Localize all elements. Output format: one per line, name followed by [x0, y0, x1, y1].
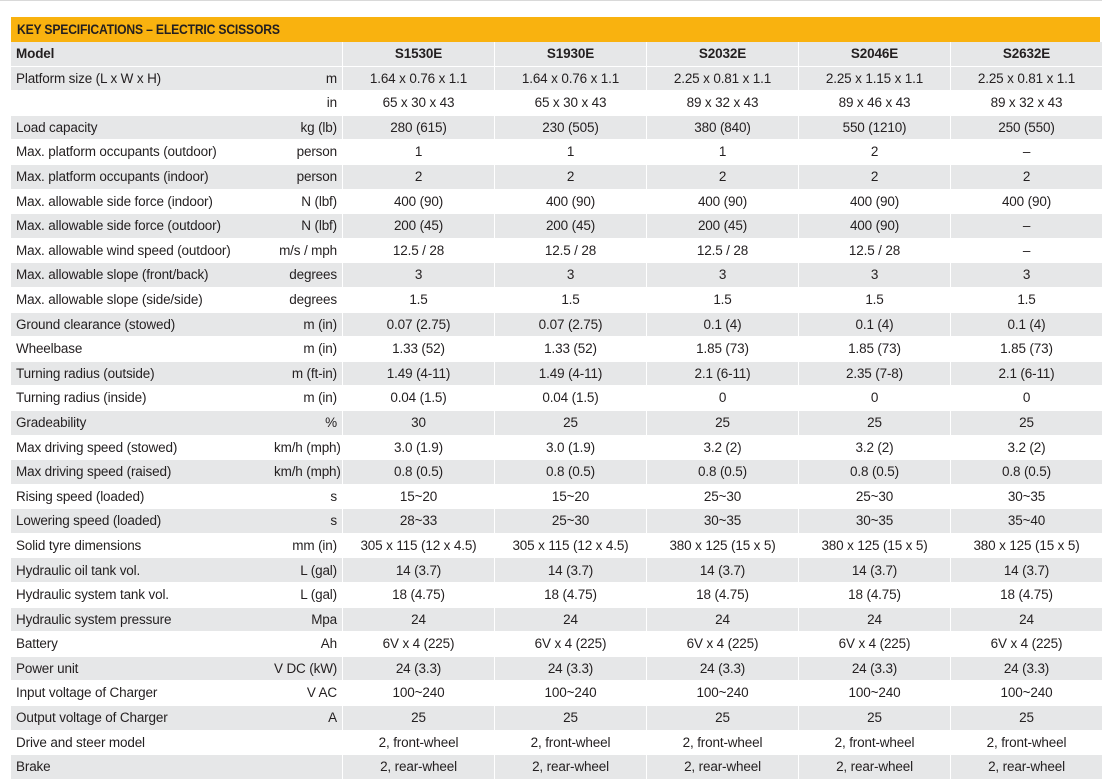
spec-value: 1: [495, 140, 647, 165]
spec-label: Turning radius (inside): [11, 386, 274, 411]
spec-unit: km/h (mph): [274, 435, 343, 460]
table-row: [11, 140, 1102, 165]
spec-label: [11, 91, 274, 116]
table-row: [11, 558, 1102, 583]
spec-value: 1.5: [647, 287, 799, 312]
spec-value: 380 x 125 (15 x 5): [799, 533, 951, 558]
spec-value: 2: [495, 164, 647, 189]
spec-value: 2: [799, 140, 951, 165]
spec-label: Output voltage of Charger: [11, 706, 274, 731]
spec-value: 24: [951, 607, 1102, 632]
table-row: [11, 484, 1102, 509]
spec-value: 14 (3.7): [343, 558, 495, 583]
spec-value: 2.35 (7-8): [799, 361, 951, 386]
spec-value: 6V x 4 (225): [343, 632, 495, 657]
spec-value: 380 (840): [647, 115, 799, 140]
spec-value: 0.1 (4): [951, 312, 1102, 337]
table-row: [11, 681, 1102, 706]
spec-label: Hydraulic system pressure: [11, 607, 274, 632]
spec-value: 24 (3.3): [647, 656, 799, 681]
spec-value: 2, front-wheel: [343, 730, 495, 755]
spec-value: 550 (1210): [799, 115, 951, 140]
table-row: [11, 189, 1102, 214]
header-model-s1930e: S1930E: [495, 42, 647, 66]
spec-value: 2.25 x 0.81 x 1.1: [647, 66, 799, 91]
spec-label: Input voltage of Charger: [11, 681, 274, 706]
spec-value: 400 (90): [343, 189, 495, 214]
spec-label: Max. allowable side force (outdoor): [11, 214, 274, 239]
spec-sheet: [11, 17, 1100, 780]
spec-value: 25: [495, 410, 647, 435]
table-row: [11, 91, 1102, 116]
spec-unit: km/h (mph): [274, 460, 343, 485]
spec-unit: A: [274, 706, 343, 731]
spec-value: 30: [343, 410, 495, 435]
spec-value: 400 (90): [495, 189, 647, 214]
spec-label: Turning radius (outside): [11, 361, 274, 386]
spec-value: 15~20: [343, 484, 495, 509]
spec-value: 0.8 (0.5): [647, 460, 799, 485]
spec-value: 100~240: [647, 681, 799, 706]
spec-value: 280 (615): [343, 115, 495, 140]
spec-value: 1.33 (52): [343, 337, 495, 362]
spec-label: Max. platform occupants (indoor): [11, 164, 274, 189]
spec-value: 24 (3.3): [343, 656, 495, 681]
table-row: [11, 312, 1102, 337]
spec-value: 1.33 (52): [495, 337, 647, 362]
spec-label: Max. allowable side force (indoor): [11, 189, 274, 214]
spec-value: 2.25 x 1.15 x 1.1: [799, 66, 951, 91]
table-row: [11, 337, 1102, 362]
spec-value: 12.5 / 28: [495, 238, 647, 263]
spec-unit: m (in): [274, 337, 343, 362]
spec-label: Max driving speed (raised): [11, 460, 274, 485]
spec-value: 65 x 30 x 43: [495, 91, 647, 116]
spec-value: 24: [343, 607, 495, 632]
table-row: [11, 361, 1102, 386]
spec-value: 2, rear-wheel: [799, 755, 951, 780]
spec-value: 89 x 46 x 43: [799, 91, 951, 116]
spec-label: Ground clearance (stowed): [11, 312, 274, 337]
spec-value: 1.49 (4-11): [343, 361, 495, 386]
spec-value: 24: [495, 607, 647, 632]
spec-label: Brake: [11, 755, 274, 780]
spec-value: 2: [951, 164, 1102, 189]
spec-unit: [274, 730, 343, 755]
spec-unit: mm (in): [274, 533, 343, 558]
table-row: [11, 607, 1102, 632]
spec-value: 2, front-wheel: [495, 730, 647, 755]
spec-value: 25: [799, 410, 951, 435]
spec-value: 30~35: [647, 509, 799, 534]
spec-value: 380 x 125 (15 x 5): [647, 533, 799, 558]
spec-value: 1.5: [799, 287, 951, 312]
spec-label: Max. allowable slope (side/side): [11, 287, 274, 312]
spec-value: 0.8 (0.5): [495, 460, 647, 485]
spec-value: 2.1 (6-11): [951, 361, 1102, 386]
spec-unit: m (ft-in): [274, 361, 343, 386]
spec-table: [11, 42, 1102, 780]
spec-value: 14 (3.7): [799, 558, 951, 583]
table-row: [11, 706, 1102, 731]
spec-value: 0.8 (0.5): [951, 460, 1102, 485]
spec-value: 0: [951, 386, 1102, 411]
spec-unit: L (gal): [274, 558, 343, 583]
spec-value: 1: [647, 140, 799, 165]
spec-unit: s: [274, 484, 343, 509]
spec-value: 14 (3.7): [951, 558, 1102, 583]
spec-value: 24: [647, 607, 799, 632]
header-model-s2632e: S2632E: [951, 42, 1102, 66]
spec-value: 6V x 4 (225): [799, 632, 951, 657]
spec-value: 200 (45): [495, 214, 647, 239]
spec-value: 230 (505): [495, 115, 647, 140]
spec-value: 3.2 (2): [951, 435, 1102, 460]
spec-value: 305 x 115 (12 x 4.5): [343, 533, 495, 558]
table-row: [11, 214, 1102, 239]
top-divider: [0, 0, 1102, 1]
header-model-s2046e: S2046E: [799, 42, 951, 66]
table-row: [11, 263, 1102, 288]
table-row: [11, 66, 1102, 91]
spec-value: 89 x 32 x 43: [951, 91, 1102, 116]
spec-unit: N (lbf): [274, 189, 343, 214]
spec-value: 1.64 x 0.76 x 1.1: [343, 66, 495, 91]
spec-value: 1.49 (4-11): [495, 361, 647, 386]
spec-value: 400 (90): [951, 189, 1102, 214]
spec-unit: s: [274, 509, 343, 534]
spec-value: 2.25 x 0.81 x 1.1: [951, 66, 1102, 91]
spec-label: Max driving speed (stowed): [11, 435, 274, 460]
spec-unit: m/s / mph: [274, 238, 343, 263]
spec-value: 100~240: [343, 681, 495, 706]
spec-unit: V DC (kW): [274, 656, 343, 681]
spec-unit: person: [274, 164, 343, 189]
spec-value: 1.5: [343, 287, 495, 312]
spec-value: 0: [647, 386, 799, 411]
spec-label: Drive and steer model: [11, 730, 274, 755]
spec-unit: m (in): [274, 312, 343, 337]
table-row: [11, 410, 1102, 435]
spec-value: 2, front-wheel: [951, 730, 1102, 755]
spec-value: 1.5: [495, 287, 647, 312]
table-row: [11, 287, 1102, 312]
spec-label: Battery: [11, 632, 274, 657]
spec-value: 25: [799, 706, 951, 731]
spec-unit: [274, 755, 343, 780]
spec-value: 0.1 (4): [799, 312, 951, 337]
table-row: [11, 730, 1102, 755]
spec-unit: N (lbf): [274, 214, 343, 239]
spec-value: 1.5: [951, 287, 1102, 312]
spec-value: –: [951, 140, 1102, 165]
spec-label: Power unit: [11, 656, 274, 681]
spec-value: 100~240: [951, 681, 1102, 706]
spec-value: 14 (3.7): [647, 558, 799, 583]
spec-value: 3: [799, 263, 951, 288]
spec-value: 18 (4.75): [495, 583, 647, 608]
spec-unit: kg (lb): [274, 115, 343, 140]
spec-value: 2: [647, 164, 799, 189]
spec-value: 2.1 (6-11): [647, 361, 799, 386]
spec-value: 25: [343, 706, 495, 731]
spec-value: 25: [495, 706, 647, 731]
spec-value: 25: [951, 410, 1102, 435]
spec-value: 18 (4.75): [647, 583, 799, 608]
spec-value: 18 (4.75): [799, 583, 951, 608]
table-row: [11, 755, 1102, 780]
spec-value: 0.1 (4): [647, 312, 799, 337]
spec-value: 0.8 (0.5): [343, 460, 495, 485]
spec-value: 2, rear-wheel: [343, 755, 495, 780]
spec-value: 89 x 32 x 43: [647, 91, 799, 116]
header-model-s1530e: S1530E: [343, 42, 495, 66]
spec-value: 2: [343, 164, 495, 189]
spec-value: 2, rear-wheel: [495, 755, 647, 780]
spec-value: 2, rear-wheel: [951, 755, 1102, 780]
spec-value: 25~30: [799, 484, 951, 509]
header-unit: [274, 42, 343, 66]
spec-value: 305 x 115 (12 x 4.5): [495, 533, 647, 558]
spec-label: Max. allowable slope (front/back): [11, 263, 274, 288]
spec-value: 12.5 / 28: [799, 238, 951, 263]
spec-value: 65 x 30 x 43: [343, 91, 495, 116]
spec-unit: person: [274, 140, 343, 165]
spec-value: 250 (550): [951, 115, 1102, 140]
spec-value: 25~30: [647, 484, 799, 509]
header-model-s2032e: S2032E: [647, 42, 799, 66]
spec-unit: degrees: [274, 287, 343, 312]
spec-value: 24 (3.3): [951, 656, 1102, 681]
spec-value: 1.64 x 0.76 x 1.1: [495, 66, 647, 91]
spec-value: 0: [799, 386, 951, 411]
spec-value: 3: [951, 263, 1102, 288]
table-row: [11, 238, 1102, 263]
spec-value: 0.04 (1.5): [495, 386, 647, 411]
spec-value: 3: [343, 263, 495, 288]
spec-value: 1: [343, 140, 495, 165]
spec-value: 3: [647, 263, 799, 288]
spec-unit: L (gal): [274, 583, 343, 608]
table-row: [11, 164, 1102, 189]
spec-unit: Ah: [274, 632, 343, 657]
spec-value: 14 (3.7): [495, 558, 647, 583]
spec-value: 100~240: [799, 681, 951, 706]
spec-value: 1.85 (73): [799, 337, 951, 362]
spec-value: 25: [647, 410, 799, 435]
spec-value: –: [951, 238, 1102, 263]
spec-value: 6V x 4 (225): [647, 632, 799, 657]
spec-unit: m (in): [274, 386, 343, 411]
spec-value: 380 x 125 (15 x 5): [951, 533, 1102, 558]
header-model-label: Model: [11, 42, 274, 66]
spec-unit: V AC: [274, 681, 343, 706]
spec-value: 24 (3.3): [495, 656, 647, 681]
spec-unit: m: [274, 66, 343, 91]
spec-value: 30~35: [951, 484, 1102, 509]
spec-value: 24: [799, 607, 951, 632]
spec-label: Lowering speed (loaded): [11, 509, 274, 534]
spec-label: Max. platform occupants (outdoor): [11, 140, 274, 165]
spec-label: Wheelbase: [11, 337, 274, 362]
spec-value: 18 (4.75): [951, 583, 1102, 608]
spec-value: 0.07 (2.75): [343, 312, 495, 337]
spec-value: 24 (3.3): [799, 656, 951, 681]
spec-label: Max. allowable wind speed (outdoor): [11, 238, 274, 263]
page-title: KEY SPECIFICATIONS – ELECTRIC SCISSORS: [17, 22, 280, 37]
spec-value: 6V x 4 (225): [495, 632, 647, 657]
spec-value: 3.0 (1.9): [495, 435, 647, 460]
spec-value: 25: [647, 706, 799, 731]
spec-value: 35~40: [951, 509, 1102, 534]
table-row: [11, 386, 1102, 411]
spec-value: 0.07 (2.75): [495, 312, 647, 337]
spec-value: 200 (45): [343, 214, 495, 239]
spec-value: 2, front-wheel: [799, 730, 951, 755]
spec-value: –: [951, 214, 1102, 239]
spec-value: 12.5 / 28: [343, 238, 495, 263]
table-row: [11, 632, 1102, 657]
spec-value: 400 (90): [799, 189, 951, 214]
spec-value: 3: [495, 263, 647, 288]
spec-value: 3.0 (1.9): [343, 435, 495, 460]
spec-value: 0.04 (1.5): [343, 386, 495, 411]
spec-value: 0.8 (0.5): [799, 460, 951, 485]
spec-label: Hydraulic oil tank vol.: [11, 558, 274, 583]
spec-value: 400 (90): [647, 189, 799, 214]
spec-value: 6V x 4 (225): [951, 632, 1102, 657]
spec-value: 2, rear-wheel: [647, 755, 799, 780]
spec-unit: in: [274, 91, 343, 116]
spec-value: 400 (90): [799, 214, 951, 239]
spec-unit: Mpa: [274, 607, 343, 632]
table-row: [11, 509, 1102, 534]
table-row: [11, 533, 1102, 558]
table-row: [11, 460, 1102, 485]
spec-value: 15~20: [495, 484, 647, 509]
spec-value: 28~33: [343, 509, 495, 534]
spec-value: 2, front-wheel: [647, 730, 799, 755]
spec-label: Load capacity: [11, 115, 274, 140]
spec-label: Hydraulic system tank vol.: [11, 583, 274, 608]
spec-value: 25~30: [495, 509, 647, 534]
spec-value: 1.85 (73): [647, 337, 799, 362]
spec-value: 2: [799, 164, 951, 189]
table-header-row: [11, 42, 1102, 66]
spec-value: 12.5 / 28: [647, 238, 799, 263]
spec-value: 18 (4.75): [343, 583, 495, 608]
spec-label: Rising speed (loaded): [11, 484, 274, 509]
spec-label: Platform size (L x W x H): [11, 66, 274, 91]
spec-unit: %: [274, 410, 343, 435]
spec-value: 200 (45): [647, 214, 799, 239]
table-row: [11, 115, 1102, 140]
spec-value: 3.2 (2): [799, 435, 951, 460]
table-row: [11, 583, 1102, 608]
spec-label: Solid tyre dimensions: [11, 533, 274, 558]
title-bar: [11, 17, 1100, 42]
spec-value: 25: [951, 706, 1102, 731]
spec-unit: degrees: [274, 263, 343, 288]
spec-value: 100~240: [495, 681, 647, 706]
table-row: [11, 435, 1102, 460]
spec-value: 3.2 (2): [647, 435, 799, 460]
table-row: [11, 656, 1102, 681]
spec-label: Gradeability: [11, 410, 274, 435]
spec-value: 1.85 (73): [951, 337, 1102, 362]
spec-value: 30~35: [799, 509, 951, 534]
